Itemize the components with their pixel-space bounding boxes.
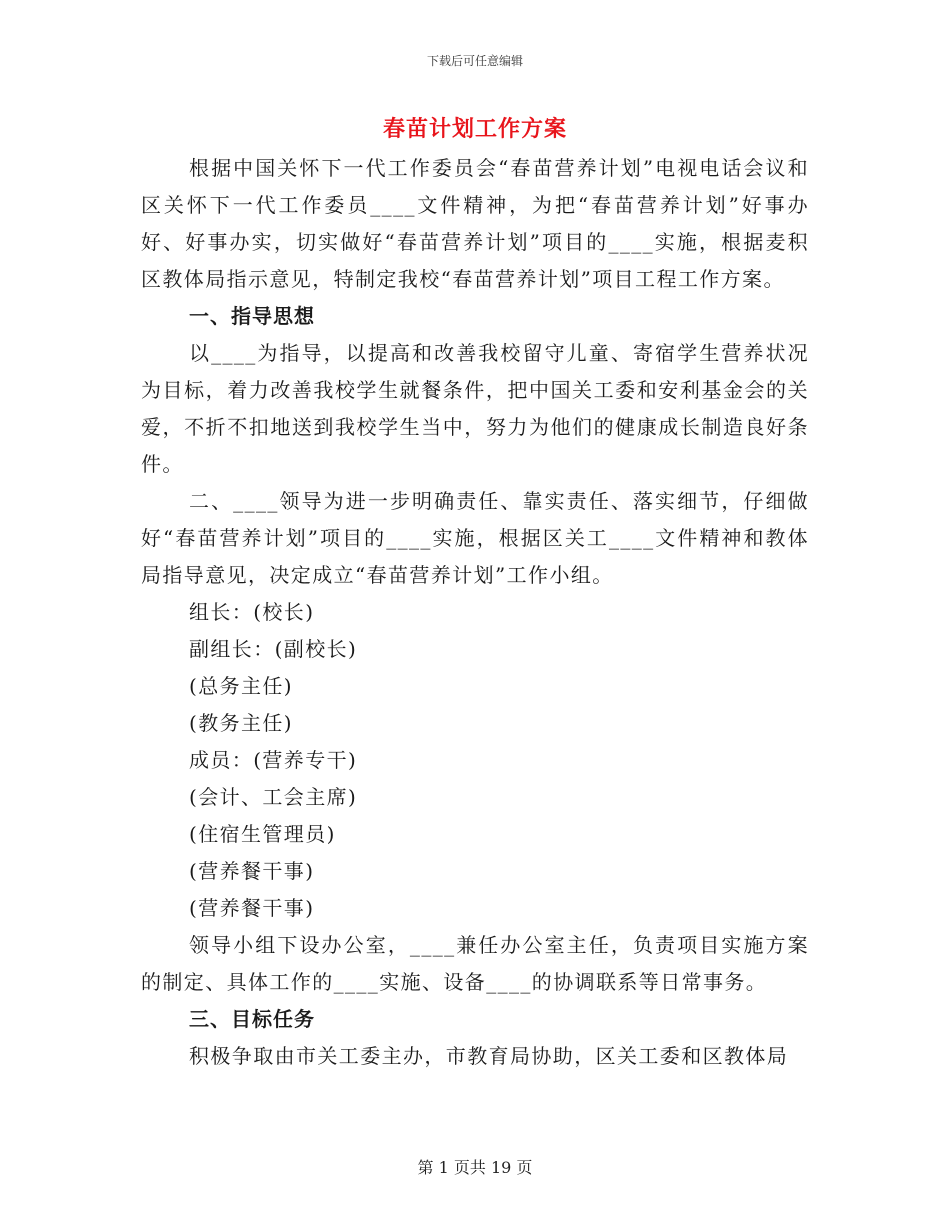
list-item-accountant: (会计、工会主席) <box>189 785 358 809</box>
paragraph-goals: 积极争取由市关工委主办，市教育局协助，区关工委和区教体局 <box>189 1044 789 1068</box>
list-item-members: 成员：(营养专干) <box>189 748 358 772</box>
paragraph-office: 领导小组下设办公室，____兼任办公室主任，负责项目实施方案的制定、具体工作的____实施、设备____的协调联系等日常事务。 <box>141 933 809 994</box>
section-heading-goals: 三、目标任务 <box>189 1007 315 1031</box>
list-item-academic-affairs: (教务主任) <box>189 711 294 735</box>
paragraph-intro: 根据中国关怀下一代工作委员会“春苗营养计划”电视电话会议和区关怀下一代工作委员____文件精神，为把“春苗营养计划”好事办好、好事办实，切实做好“春苗营养计划”项目的____实施，根据麦积区教体局指示意见，特制定我校“春苗营养计划”项目工程工作方案。 <box>141 156 809 291</box>
list-item-meal-officer-1: (营养餐干事) <box>189 859 315 883</box>
list-item-deputy-leader: 副组长：(副校长) <box>189 637 358 661</box>
section-heading-guiding-thought: 一、指导思想 <box>189 304 315 328</box>
document-title: 春苗计划工作方案 <box>382 116 567 142</box>
header-note: 下载后可任意编辑 <box>426 54 523 68</box>
paragraph-leadership: 二、____领导为进一步明确责任、靠实责任、落实细节，仔细做好“春苗营养计划”项目的____实施，根据区关工____文件精神和教体局指导意见，决定成立“春苗营养计划”工作小组。 <box>141 489 809 587</box>
document-body <box>141 150 809 1075</box>
list-item-general-affairs: (总务主任) <box>189 674 294 698</box>
list-item-meal-officer-2: (营养餐干事) <box>189 896 315 920</box>
paragraph-guiding-thought: 以____为指导，以提高和改善我校留守儿童、寄宿学生营养状况为目标，着力改善我校学生就餐条件，把中国关工委和安利基金会的关爱，不折不扣地送到我校学生当中，努力为他们的健康成长制造良好条件。 <box>141 341 809 476</box>
page-footer: 第 1 页共 19 页 <box>417 1158 533 1177</box>
list-item-leader: 组长：(校长) <box>189 600 315 624</box>
list-item-dorm-manager: (住宿生管理员) <box>189 822 336 846</box>
